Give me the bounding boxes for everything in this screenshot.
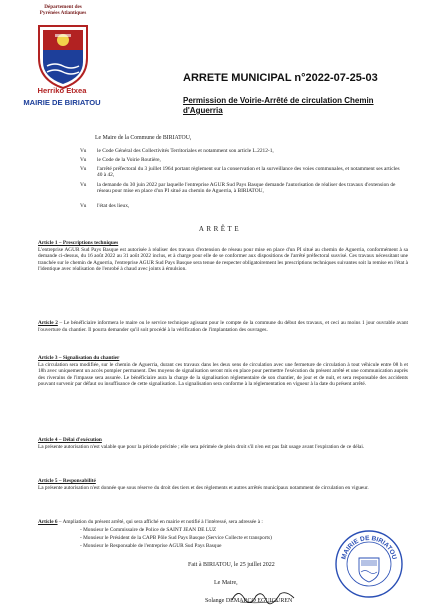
- article-body: L'entreprise AGUR Sud Pays Basque est autorisée à réaliser des travaux d'extension de réseau pour mise en place d'un PI situé au chemin de Aguerria, conformément à sa demande ci-dessus, du 16 août 2022 au 31 août 2022 inclus, et à charge pour elle de se conformer aux dispositions de l'arrêté préfectoral susvisé. Ces travaux nécessitant une tranchée sur le chemin de Aguerria, l'entreprise AGUR Sud Pays Basque sera tenue de respecter obligatoirement les prescriptions techniques suivantes soit la remise en l'état à l'identique avec réalisation de l'enrobé à chaud avec joints à émulsion.: [38, 246, 408, 272]
- recipient-item: - Monsieur le Président de la CAPB Pôle Sud Pays Basque (Service Collecte et transports): [80, 535, 272, 541]
- arrete-heading: ARRÊTE: [198, 225, 242, 233]
- vu-text: l'état des lieux,: [97, 203, 130, 209]
- vu-item: [80, 157, 405, 163]
- vu-text: la demande du 30 juin 2022 par laquelle l'entreprise AGUR Sud Pays Basque demande l'autorisation de réaliser des travaux d'extension de réseau pour mise en place d'un PI situé au chemin de Aguerria, à BIRIATOU,: [97, 182, 396, 195]
- recipient-item: - Monsieur le Commissaire de Police de SAINT JEAN DE LUZ: [80, 527, 217, 533]
- vu-item: [80, 182, 405, 195]
- vu-text: l'arrêté préfectoral du 3 juillet 1964 portant règlement sur la conservation et la surveillance des voies communales, et notamment ses articles 40 à 42,: [97, 166, 400, 179]
- article-heading: Article 5 – Responsabilité: [38, 478, 96, 484]
- article-heading: Article 4 – Délai d'exécution: [38, 437, 102, 443]
- official-stamp: [333, 528, 405, 600]
- commune-logo: [33, 22, 93, 92]
- svg-text:MAIRIE DE BIRIATOU: [340, 535, 397, 561]
- handwritten-signature: [228, 586, 298, 606]
- article-body: La présente autorisation n'est valable que pour la période précitée ; elle sera périmée de plein droit s'il n'en est pas fait usage avant l'expiration de ce délai.: [38, 443, 365, 450]
- article-heading: Article 6: [38, 519, 58, 525]
- page-subtitle: Permission de Voirie-Arrêté de circulation Chemin d'Aguerria: [183, 96, 374, 115]
- vu-text: le Code Général des Collectivités Territoriales et notamment son article L.2212-1,: [97, 148, 274, 154]
- place-date: Fait à BIRIATOU, le 25 juillet 2022: [188, 562, 275, 568]
- article-body: La circulation sera modifiée, sur le chemin de Aguerria, durant ces travaux dans les deux sens de circulation avec une fermeture de circulation à tout véhicule entre 08 h et 18h avec uniquement un accès pompier permanent. Des moyens de signalisation seront mis en place pour permettre l'exécution du présent arrêté et une communication auprès des riverains de l'impasse sera assurée. Le bénéficiaire aura la charge de la signalisation réglementaire de son chantier, de jour et de nuit, et sera responsable des accidents pouvant survenir par défaut ou insuffisance de cette signalisation. La signalisation sera conforme à la réglementation en vigueur à la date du présent arrêté.: [38, 361, 408, 387]
- recipient-item: - Monsieur le Responsable de l'entreprise AGUR Sud Pays Basque: [80, 543, 222, 549]
- mairie-label: MAIRIE DE BIRIATOU: [23, 98, 101, 107]
- vu-item: [80, 203, 405, 209]
- vu-label: Vu: [80, 148, 87, 154]
- article-1: [38, 240, 408, 273]
- stamp-text: MAIRIE DE BIRIATOU: [340, 534, 398, 561]
- vu-item: [80, 148, 405, 154]
- vu-text: le Code de la Voirie Routière,: [97, 157, 161, 163]
- vu-item: [80, 166, 405, 179]
- signer-name: Solange DEMARCO EGUIGUREN: [205, 598, 293, 604]
- vu-label: Vu: [80, 182, 87, 188]
- article-2: [38, 320, 408, 333]
- article-heading: Article 2: [38, 320, 58, 326]
- article-heading: Article 3 – Signalisation du chantier: [38, 355, 120, 361]
- intro-line: Le Maire de la Commune de BIRIATOU,: [95, 135, 192, 141]
- article-3: [38, 355, 408, 388]
- article-5: [38, 478, 408, 491]
- article-body: – Le bénéficiaire informera le maire ou le service technique agissant pour le compte de la commune du début des travaux, et ceci au moins 1 jour ouvrable avant l'ouverture du chantier. Il pourra demander qu'il soit procédé à la vérification de l'implantation des ouvrages.: [38, 320, 409, 333]
- vu-label: Vu: [80, 166, 87, 172]
- article-4: [38, 437, 408, 450]
- article-6: [38, 519, 408, 526]
- signer-title: Le Maire,: [214, 580, 238, 586]
- vu-label: Vu: [80, 157, 87, 163]
- department-label: Département des Pyrénées Atlantiques: [39, 4, 87, 16]
- herriko-etxea-label: Herriko Etxea: [37, 86, 87, 95]
- vu-label: Vu: [80, 203, 87, 209]
- article-body: La présente autorisation n'est donnée que sous réserve du droit des tiers et des règlements et autres arrêtés municipaux notamment de circulation en vigueur.: [38, 484, 369, 491]
- article-body: – Ampliation du présent arrêté, qui sera affiché en mairie et notifié à l'intéressé, sera adressée à :: [57, 519, 263, 525]
- article-heading: Article 1 – Prescriptions techniques: [38, 240, 119, 246]
- page-title: ARRETE MUNICIPAL n°2022-07-25-03: [183, 72, 378, 84]
